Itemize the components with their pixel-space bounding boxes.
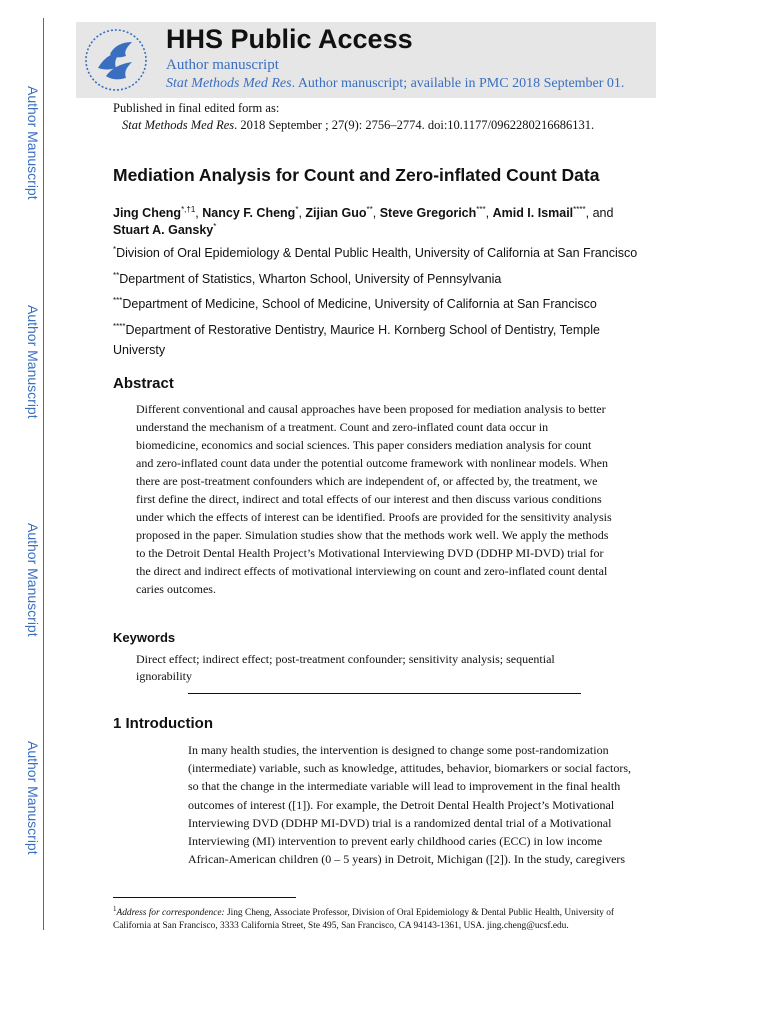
journal-name: Stat Methods Med Res	[166, 76, 292, 91]
abstract-line: to the Detroit Dental Health Project’s Motivational Interviewing DVD (DDHP MI-DVD) trial for	[136, 546, 604, 560]
affiliation-text: Department of Medicine, School of Medicine, University of California at San Francisco	[122, 297, 597, 311]
affiliation-sup: ****	[113, 322, 126, 331]
side-label-author-manuscript: Author Manuscript	[25, 86, 41, 200]
abstract-line: understand the mechanism of a treatment. Count and zero-inflated count data occur in	[136, 420, 549, 434]
affiliation	[113, 243, 653, 263]
author-and: , and	[585, 206, 614, 220]
hhs-public-access-title: HHS Public Access	[166, 24, 413, 54]
introduction-heading: 1 Introduction	[113, 715, 213, 732]
affiliation-sup: *	[113, 245, 117, 254]
author-name: Nancy F. Cheng	[202, 206, 296, 220]
introduction-line: In many health studies, the intervention is designed to change some post-randomization	[188, 743, 609, 757]
footnote-sup: 1	[113, 905, 117, 913]
author-manuscript-subtitle: Author manuscript	[166, 57, 279, 73]
introduction-line: outcomes of interest ([1]). For example, the Detroit Dental Health Project’s Motivational	[188, 797, 615, 812]
keywords-heading: Keywords	[113, 630, 176, 645]
author-name: Amid I. Ismail	[492, 206, 574, 220]
footnote-text: California at San Francisco, 3333 California Street, Ste 495, San Francisco, CA 94143-1361, USA. jing.cheng@ucsf.edu.	[113, 921, 569, 931]
affiliation-text: Universty	[113, 343, 166, 357]
published-label: Published in final edited form as:	[113, 101, 280, 115]
author-name: Jing Cheng	[113, 206, 182, 220]
footnote-rule	[113, 897, 296, 898]
affiliation	[113, 294, 653, 314]
author-name: Zijian Guo	[305, 206, 367, 220]
abstract-line: and zero-inflated count data under the potential outcome framework with nonlinear models. When	[136, 456, 608, 470]
abstract-line: biomedicine, economics and social sciences. This paper considers mediation analysis for count	[136, 438, 592, 452]
side-label-author-manuscript: Author Manuscript	[25, 741, 41, 855]
author-sup: ****	[573, 205, 586, 214]
keywords-body	[136, 651, 596, 685]
footnote-text: Jing Cheng, Associate Professor, Division of Oral Epidemiology & Dental Public Health, University of	[224, 908, 615, 918]
hhs-eagle-logo-icon	[80, 24, 152, 96]
introduction-line: African-American children (0 – 5 years) in Detroit, Michigan ([2]). In the study, caregivers	[188, 852, 626, 867]
footnote-label: Address for correspondence:	[116, 908, 225, 918]
abstract-line: first define the direct, indirect and total effects of our interest and then discuss various conditions	[136, 492, 602, 506]
journal-availability-line	[166, 76, 624, 92]
abstract-line: there are post-treatment confounders which are independent of, or affected by, the treatment, we	[136, 474, 598, 488]
paper-title: Mediation Analysis for Count and Zero-inflated Count Data	[113, 165, 600, 185]
abstract-line: proposed in the paper. Simulation studies show that the methods work well. We apply the methods	[136, 528, 609, 542]
citation-details: . 2018 September ; 27(9): 2756–2774. doi:10.1177/0962280216686131.	[234, 118, 595, 132]
author-sup: **	[366, 205, 373, 214]
introduction-line: (intermediate) variable, such as knowledge, attitudes, behavior, biomarkers or social factors,	[188, 761, 632, 776]
citation	[122, 118, 594, 133]
author-name: Stuart A. Gansky	[113, 223, 214, 237]
abstract-heading: Abstract	[113, 375, 174, 392]
author-sup: *	[213, 222, 217, 231]
introduction-line: Interviewing (MI) intervention to prevent early childhood caries (ECC) in low income	[188, 834, 603, 849]
author-sup: *,†1	[181, 205, 196, 214]
affiliation-text: Department of Statistics, Wharton School, University of Pennsylvania	[119, 272, 502, 286]
author-sup: *	[295, 205, 299, 214]
affiliation	[113, 269, 653, 289]
affiliation-sup: ***	[113, 296, 123, 305]
side-label-author-manuscript: Author Manuscript	[25, 305, 41, 419]
abstract-line: under which the effects of interest can be identified. Proofs are provided for the sensitivity analysis	[136, 510, 612, 524]
author-sup: ***	[476, 205, 486, 214]
affiliation-sup: **	[113, 271, 120, 280]
section-divider	[188, 693, 581, 694]
affiliation	[113, 320, 653, 360]
abstract-line: caries outcomes.	[136, 582, 216, 596]
author-list: Jing Cheng$^{*,\dagger 1}$, Nancy F. Cheng*, Zijian Guo**, Steve Gregorich***, Amid I. Ismail****, and Stuart A. Gansky*	[113, 205, 614, 237]
availability-text: . Author manuscript; available in PMC 2018 September 01.	[291, 76, 625, 91]
introduction-line: so that the change in the intermediate variable will lead to improvement in the final health	[188, 779, 621, 794]
introduction-body	[188, 741, 658, 868]
affiliation-text: Department of Restorative Dentistry, Maurice H. Kornberg School of Dentistry, Temple	[125, 323, 600, 337]
abstract-line: Different conventional and causal approaches have been proposed for mediation analysis to better	[136, 402, 606, 416]
abstract-body	[136, 400, 636, 598]
side-label-author-manuscript: Author Manuscript	[25, 523, 41, 637]
affiliation-text: Division of Oral Epidemiology & Dental Public Health, University of California at San Francisco	[116, 246, 638, 260]
keywords-line: Direct effect; indirect effect; post-treatment confounder; sensitivity analysis; sequential	[136, 652, 555, 666]
keywords-line: ignorability	[136, 669, 192, 683]
author-name: Steve Gregorich	[379, 206, 477, 220]
introduction-line: Interviewing DVD (DDHP MI-DVD) trial is a randomized dental trial of a Motivational	[188, 815, 612, 830]
footnote	[113, 907, 653, 933]
abstract-line: the direct and indirect effects of motivational interviewing on count and zero-inflated count dental	[136, 564, 608, 578]
citation-journal: Stat Methods Med Res	[122, 118, 235, 132]
